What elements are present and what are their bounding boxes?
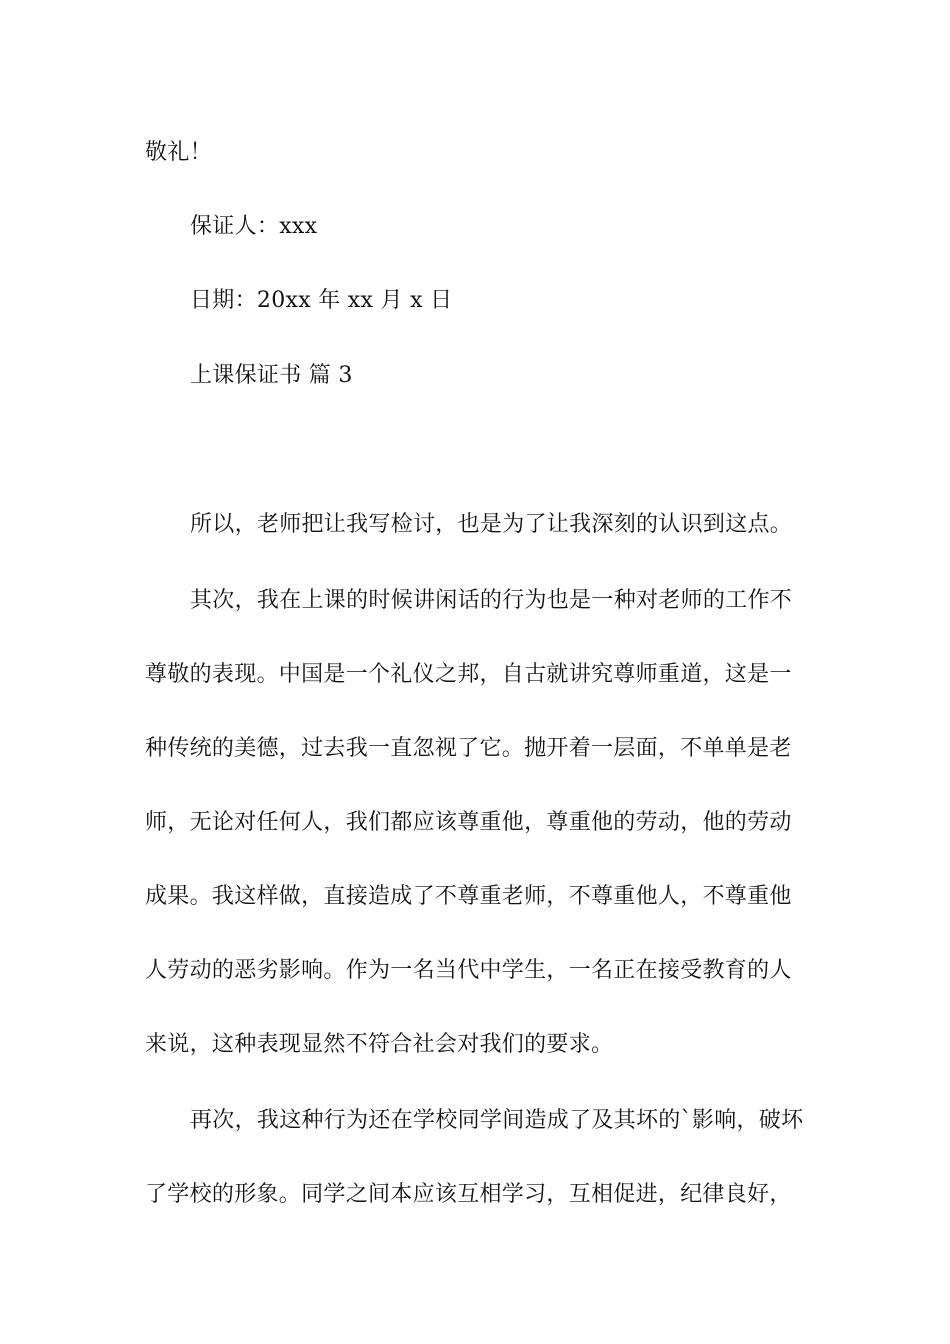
section-title: 上课保证书 篇 3 [190, 363, 353, 388]
paragraph-line: 来说，这种表现显然不符合社会对我们的要求。 [145, 1032, 614, 1057]
date-line: 日期：20xx 年 xx 月 x 日 [190, 288, 453, 313]
paragraph-line: 成果。我这样做，直接造成了不尊重老师，不尊重他人，不尊重他 [145, 884, 792, 909]
paragraph-line: 再次，我这种行为还在学校同学间造成了及其坏的`影响，破坏 [190, 1108, 804, 1133]
paragraph-line: 所以，老师把让我写检讨，也是为了让我深刻的认识到这点。 [190, 512, 793, 537]
paragraph-line: 其次，我在上课的时候讲闲话的行为也是一种对老师的工作不 [190, 588, 793, 613]
paragraph-line: 师，无论对任何人，我们都应该尊重他，尊重他的劳动，他的劳动 [145, 810, 792, 835]
paragraph-line: 尊敬的表现。中国是一个礼仪之邦，自古就讲究尊师重道，这是一 [145, 662, 792, 687]
guarantor-line: 保证人：xxx [190, 214, 318, 239]
paragraph-line: 种传统的美德，过去我一直忽视了它。抛开着一层面，不单单是老 [145, 736, 792, 761]
paragraph-line: 了学校的形象。同学之间本应该互相学习，互相促进，纪律良好， [145, 1182, 792, 1207]
paragraph-line: 人劳动的恶劣影响。作为一名当代中学生，一名正在接受教育的人 [145, 958, 792, 983]
closing-salutation: 敬礼！ [145, 140, 212, 165]
